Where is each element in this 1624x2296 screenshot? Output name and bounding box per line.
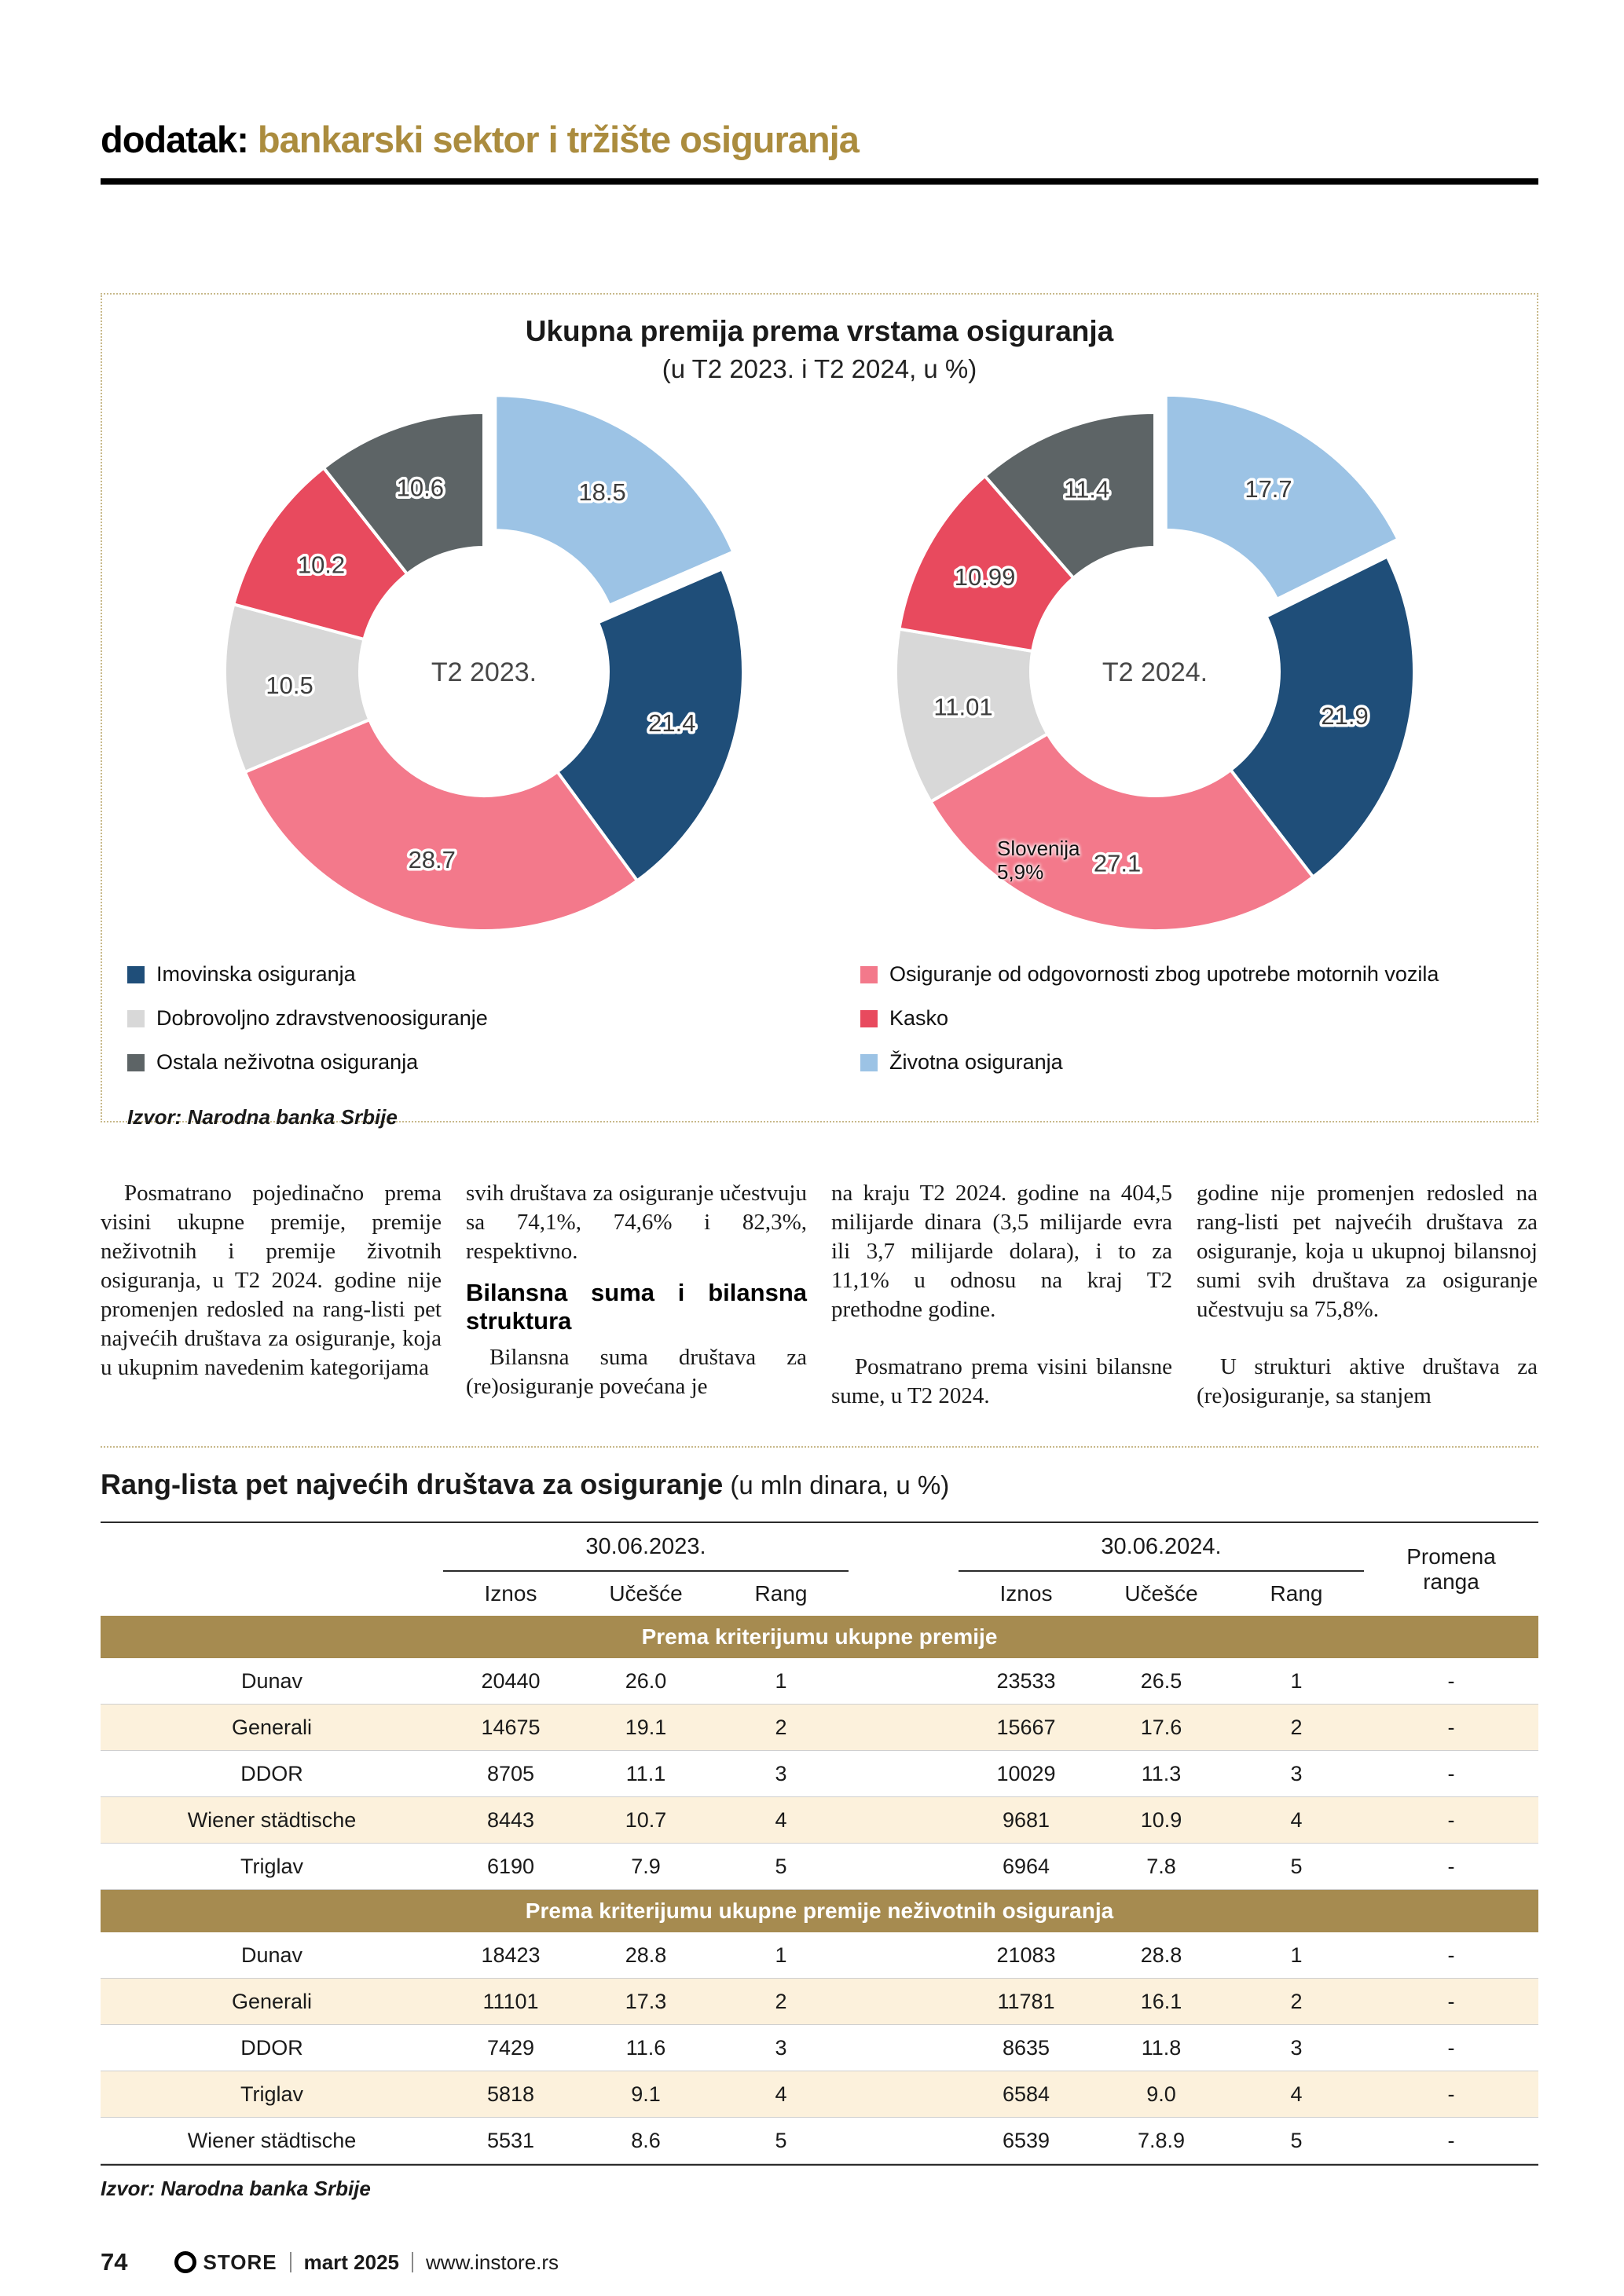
table-cell: 3 [1290, 1761, 1303, 1785]
legend-item [860, 962, 1512, 987]
table-row [101, 1705, 1538, 1751]
masthead-title: bankarski sektor i tržište osiguranja [247, 119, 859, 160]
table-cell: 8443 [486, 1807, 535, 1832]
legend-label: Životna osiguranja [889, 1050, 1063, 1074]
article-column [101, 1179, 442, 1411]
table-cell: 10.7 [625, 1807, 667, 1832]
company-name-cell: Dunav [240, 1943, 303, 1967]
table-source: Izvor: Narodna banka Srbije [101, 2177, 371, 2200]
table-cell: 7.8.9 [1137, 2128, 1186, 2152]
masthead-rule [101, 178, 1538, 185]
legend-swatch [860, 966, 878, 983]
donut-chart-t2-2024 [872, 389, 1438, 954]
change-header: Promena ranga [1406, 1544, 1496, 1594]
table-cell: 10.9 [1140, 1807, 1182, 1832]
article-subheading: Bilansna suma i bilansna struktura [466, 1279, 807, 1335]
table-cell: - [1447, 2035, 1455, 2060]
table-row [101, 1658, 1538, 1705]
donut-center-label: T2 2024. [1102, 657, 1208, 687]
slice-value-label: 17.7 [1245, 475, 1292, 504]
slovenija-annotation-line2: 5,9% [997, 860, 1044, 884]
subheader-rang-2024: Rang [1270, 1581, 1323, 1606]
table-title-suffix: (u mln dinara, u %) [723, 1470, 950, 1500]
article-paragraph: U strukturi aktive društava za (re)osiguranje, sa stanjem [1197, 1354, 1538, 1408]
legend-col-left [127, 962, 819, 1094]
slice-value-label: 21.9 [1321, 701, 1369, 730]
masthead [101, 0, 1538, 161]
table-cell: 2 [775, 1715, 787, 1739]
chart-source: Izvor: Narodna banka Srbije [127, 1105, 398, 1129]
company-name-cell: DDOR [240, 2035, 303, 2060]
table-cell: - [1447, 2082, 1455, 2106]
table-cell: 11.1 [625, 1761, 666, 1785]
legend-swatch [127, 1054, 145, 1071]
instore-logo-icon [174, 2251, 196, 2273]
subheader-iznos-2024: Iznos [999, 1581, 1053, 1606]
charts-row [123, 389, 1516, 954]
footer-brand: STORE [203, 2250, 277, 2274]
table-cell: 6584 [1002, 2082, 1050, 2106]
legend-item [860, 1050, 1512, 1075]
article-paragraph: Bilansna suma društava za (re)osiguranje povećana je [466, 1345, 807, 1399]
legend-item [127, 1050, 819, 1075]
table-cell: - [1447, 1668, 1455, 1693]
table-cell: 28.8 [625, 1943, 667, 1967]
donut-chart-t2-2023 [201, 389, 767, 954]
table-cell: 2 [1290, 1989, 1303, 2013]
dotted-separator [101, 1446, 1538, 1448]
article-paragraph: godine nije promenjen redosled na rang-listi pet najvećih društava za osiguranje, koja u ukupnoj bilansnoj sumi svih društava za osiguranje učestvuju sa 75,8%. [1197, 1181, 1538, 1322]
ranking-table [101, 1522, 1538, 2166]
table-title [101, 1468, 1538, 1501]
table-cell: - [1447, 1761, 1455, 1785]
table-cell: 11101 [482, 1989, 539, 2013]
table-cell: 7429 [486, 2035, 535, 2060]
slice-value-label: 10.99 [954, 562, 1016, 591]
subheader-rang-2023: Rang [754, 1581, 808, 1606]
legend-label: Ostala neživotna osiguranja [156, 1050, 419, 1074]
table-cell: 7.8 [1146, 1854, 1176, 1878]
table-cell: 18423 [481, 1943, 541, 1967]
table-row [101, 2071, 1538, 2118]
footer-divider [290, 2252, 291, 2272]
table-cell: 5 [775, 1854, 787, 1878]
table-cell: 1 [775, 1943, 787, 1967]
table-cell: 15667 [996, 1715, 1056, 1739]
table-cell: 1 [775, 1668, 787, 1693]
table-row [101, 1979, 1538, 2025]
footer-divider [412, 2252, 413, 2272]
footer [101, 2248, 559, 2276]
table-cell: 17.6 [1140, 1715, 1182, 1739]
table-cell: 4 [1290, 2082, 1303, 2106]
table-cell: - [1447, 1989, 1455, 2013]
slovenija-annotation-line1: Slovenija [997, 837, 1080, 860]
table-cell: 14675 [481, 1715, 541, 1739]
table-row [101, 1844, 1538, 1890]
table-cell: 28.8 [1140, 1943, 1182, 1967]
legend-swatch [127, 1010, 145, 1027]
group-header-2023: 30.06.2023. [443, 1523, 849, 1572]
company-name-cell: Dunav [240, 1668, 303, 1693]
slice-value-label: 10.5 [266, 671, 313, 699]
chart-box [101, 293, 1538, 1129]
article-column [1197, 1179, 1538, 1411]
table-cell: 2 [1290, 1715, 1303, 1739]
table-row [101, 1932, 1538, 1979]
legend-label: Dobrovoljno zdravstvenoosiguranje [156, 1006, 488, 1030]
table-cell: 9681 [1002, 1807, 1050, 1832]
article-paragraph: na kraju T2 2024. godine na 404,5 milijarde dinara (3,5 milijarde evra ili 3,7 milijarde dolara), i to za 11,1% u odnosu na kraj T2 prethodne godine. [831, 1181, 1172, 1322]
table-cell: 5 [1290, 1854, 1303, 1878]
article-column [466, 1179, 807, 1411]
table-row [101, 2025, 1538, 2071]
table-cell: 5 [1290, 2128, 1303, 2152]
table-cell: 2 [775, 1989, 787, 2013]
table-cell: - [1447, 2128, 1455, 2152]
table-cell: 4 [775, 2082, 787, 2106]
table-cell: 6964 [1002, 1854, 1050, 1878]
subheader-iznos-2023: Iznos [484, 1581, 537, 1606]
table-cell: 23533 [996, 1668, 1056, 1693]
company-name-cell: Generali [231, 1715, 313, 1739]
legend-swatch [860, 1010, 878, 1027]
slice-value-label: 27.1 [1093, 849, 1142, 877]
table-cell: 19.1 [625, 1715, 667, 1739]
table-section-band: Prema kriterijumu ukupne premije [101, 1616, 1538, 1658]
table-cell: 11781 [997, 1989, 1055, 2013]
slice-value-label: 21.4 [648, 709, 696, 738]
table-cell: 26.5 [1140, 1668, 1182, 1693]
table-cell: 4 [775, 1807, 787, 1832]
table-cell: - [1447, 1807, 1455, 1832]
legend-swatch [860, 1054, 878, 1071]
table-cell: 4 [1290, 1807, 1303, 1832]
table-title-main: Rang-lista pet najvećih društava za osiguranje [101, 1468, 724, 1500]
table-cell: 26.0 [625, 1668, 667, 1693]
slovenija-annotation [997, 837, 1080, 884]
legend-item [127, 1006, 819, 1031]
article [101, 1179, 1538, 1411]
legend-item [860, 1006, 1512, 1031]
legend-item [127, 962, 819, 987]
company-name-cell: Wiener städtische [187, 1807, 357, 1832]
table-cell: 21083 [996, 1943, 1056, 1967]
company-name-cell: Wiener städtische [187, 2128, 357, 2152]
donut-center-label: T2 2023. [431, 657, 537, 687]
legend-col-right [819, 962, 1512, 1094]
table-cell: 1 [1290, 1668, 1303, 1693]
table-cell: 3 [1290, 2035, 1303, 2060]
group-header-2024: 30.06.2024. [959, 1523, 1364, 1572]
table-cell: 9.0 [1146, 2082, 1176, 2106]
table-cell: 17.3 [625, 1989, 667, 2013]
table-cell: 6190 [486, 1854, 535, 1878]
table-row [101, 1751, 1538, 1797]
table-row [101, 2118, 1538, 2164]
page-content [101, 0, 1538, 2201]
table-cell: - [1447, 1943, 1455, 1967]
company-name-cell: Triglav [240, 1854, 303, 1878]
table-cell: 3 [775, 1761, 787, 1785]
slice-value-label: 18.5 [578, 478, 626, 507]
legend-label: Osiguranje od odgovornosti zbog upotrebe motornih vozila [889, 962, 1439, 986]
table-cell: 5 [775, 2128, 787, 2152]
slice-value-label: 28.7 [408, 845, 456, 873]
table-cell: 6539 [1002, 2128, 1050, 2152]
company-name-cell: Triglav [240, 2082, 303, 2106]
article-paragraph: Posmatrano prema visini bilansne sume, u T2 2024. [831, 1354, 1172, 1408]
table-cell: - [1447, 1715, 1455, 1739]
footer-issue: mart 2025 [303, 2250, 400, 2274]
slice-value-label: 11.4 [1064, 475, 1110, 504]
table-cell: 8635 [1002, 2035, 1050, 2060]
article-paragraph: svih društava za osiguranje učestvuju sa 74,1%, 74,6% i 82,3%, respektivno. [466, 1181, 807, 1264]
chart-subtitle: (u T2 2023. i T2 2024, u %) [662, 354, 977, 383]
table-cell: 7.9 [631, 1854, 661, 1878]
subheader-ucesce-2024: Učešće [1124, 1581, 1198, 1606]
table-cell: 8.6 [631, 2128, 661, 2152]
table-cell: 11.3 [1141, 1761, 1182, 1785]
table-section-band: Prema kriterijumu ukupne premije neživotnih osiguranja [101, 1890, 1538, 1932]
table-cell: - [1447, 1854, 1455, 1878]
table-cell: 8705 [486, 1761, 535, 1785]
masthead-prefix: dodatak: [101, 119, 248, 160]
slice-value-label: 10.6 [396, 474, 445, 502]
legend-label: Imovinska osiguranja [156, 962, 356, 986]
company-name-cell: DDOR [240, 1761, 303, 1785]
legend-label: Kasko [889, 1006, 949, 1030]
footer-website: www.instore.rs [426, 2250, 559, 2274]
table-cell: 5531 [486, 2128, 535, 2152]
ranking-table-body [101, 1616, 1538, 2164]
ranking-table-header [101, 1522, 1538, 1616]
table-cell: 11.6 [625, 2035, 666, 2060]
slice-value-label: 10.2 [297, 551, 346, 579]
company-name-cell: Generali [231, 1989, 313, 2013]
table-cell: 16.1 [1140, 1989, 1182, 2013]
table-row [101, 1797, 1538, 1844]
legend-swatch [127, 966, 145, 983]
page-number: 74 [101, 2248, 128, 2276]
chart-title: Ukupna premija prema vrstama osiguranja [525, 315, 1114, 347]
article-column [831, 1179, 1172, 1411]
table-cell: 1 [1290, 1943, 1303, 1967]
table-cell: 11.8 [1141, 2035, 1182, 2060]
table-cell: 3 [775, 2035, 787, 2060]
slice-value-label: 11.01 [933, 693, 993, 721]
table-cell: 20440 [481, 1668, 541, 1693]
chart-legend [123, 962, 1516, 1094]
table-cell: 9.1 [631, 2082, 661, 2106]
table-cell: 10029 [996, 1761, 1056, 1785]
table-cell: 5818 [486, 2082, 535, 2106]
article-paragraph: Posmatrano pojedinačno prema visini ukupne premije, premije neživotnih i premije životnih osiguranja, u T2 2024. godine nije promenjen redosled na rang-listi pet najvećih društava za osiguranje, koja u ukupnim navedenim kategorijama [101, 1181, 442, 1380]
subheader-ucesce-2023: Učešće [609, 1581, 683, 1606]
